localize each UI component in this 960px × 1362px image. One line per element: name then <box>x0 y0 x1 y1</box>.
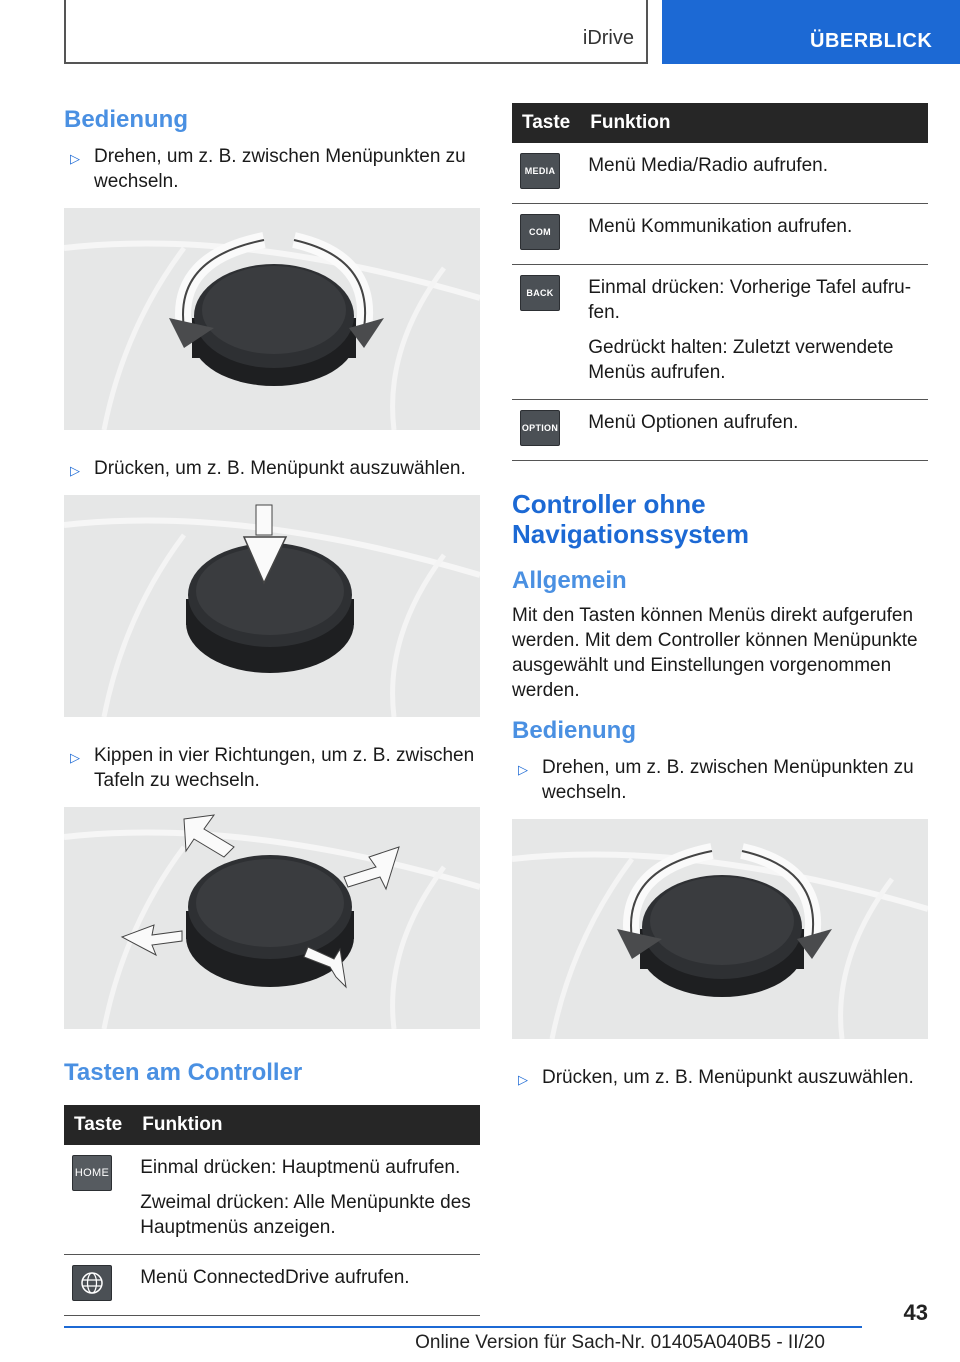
table-row: OPTION Menü Optionen aufrufen. <box>512 400 928 461</box>
header-chapter: ÜBERBLICK <box>662 0 960 64</box>
table-row: Menü ConnectedDrive aufrufen. <box>64 1255 480 1316</box>
bullet: ▷ Drücken, um z. B. Menüpunkt auszuwählen. <box>512 1065 928 1090</box>
keys-heading: Tasten am Controller <box>64 1059 303 1086</box>
general-text: Mit den Tasten können Menüs direkt aufgerufen werden. Mit dem Controller können Menüpunkte ausgewählt und Einstellungen vorgenommen werden. <box>512 605 918 701</box>
left-key-table <box>64 1105 480 1316</box>
controller-press-figure <box>64 495 480 717</box>
footer-line <box>64 1326 862 1328</box>
controller-rotate-figure <box>64 208 480 430</box>
left-heading: Bedienung <box>64 106 188 133</box>
triangle-icon: ▷ <box>70 151 80 166</box>
connected-drive-key-icon <box>72 1265 112 1301</box>
globe-icon <box>79 1270 105 1296</box>
bullet: ▷ Drehen, um z. B. zwischen Menüpunkten zu wechseln. <box>70 146 466 192</box>
com-key-icon: COM <box>520 214 560 250</box>
right-key-table <box>512 103 928 461</box>
option-key-icon: OPTION <box>520 410 560 446</box>
media-key-icon: MEDIA <box>520 153 560 189</box>
bullet: ▷ Drücken, um z. B. Menüpunkt auszuwählen. <box>64 456 480 481</box>
bullet: ▷ Drehen, um z. B. zwischen Menüpunkten zu wechseln. <box>518 757 914 803</box>
triangle-icon: ▷ <box>70 463 80 478</box>
table-row: MEDIA Menü Media/Radio aufrufen. <box>512 143 928 204</box>
triangle-icon: ▷ <box>518 762 528 777</box>
table-row: COM Menü Kommunikation aufrufen. <box>512 204 928 265</box>
triangle-icon: ▷ <box>70 750 80 765</box>
controller-rotate-figure <box>512 819 928 1039</box>
bullet: ▷ Kippen in vier Richtungen, um z. B. zwischen Tafeln zu wechseln. <box>70 745 475 791</box>
col-function-header: Funktion <box>132 1105 480 1145</box>
table-row: BACK Einmal drücken: Vorherige Tafel aufru-fen. Gedrückt halten: Zuletzt verwendete Menüs aufrufen. <box>512 265 928 400</box>
col-key-header: Taste <box>64 1105 132 1145</box>
general-heading: Allgemein <box>512 567 627 594</box>
triangle-icon: ▷ <box>518 1072 528 1087</box>
back-key-icon: BACK <box>520 275 560 311</box>
table-row: HOME Einmal drücken: Hauptmenü aufrufen. Zweimal drücken: Alle Menüpunkte des Hauptmenüs anzeigen. <box>64 1145 480 1255</box>
header-section: iDrive <box>582 27 634 49</box>
footer-text: Online Version für Sach-Nr. 01405A040B5 - II/20 <box>415 1332 825 1353</box>
col-function-header: Funktion <box>580 103 928 143</box>
right-heading: Bedienung <box>512 717 636 744</box>
left-column <box>64 100 480 1316</box>
page-number: 43 <box>903 1300 928 1325</box>
header-box <box>64 0 648 64</box>
section-title: Controller ohne Navigationssystem <box>512 489 749 549</box>
controller-tilt-figure <box>64 807 480 1029</box>
right-column <box>512 103 928 1102</box>
col-key-header: Taste <box>512 103 580 143</box>
home-key-icon: HOME <box>72 1155 112 1191</box>
